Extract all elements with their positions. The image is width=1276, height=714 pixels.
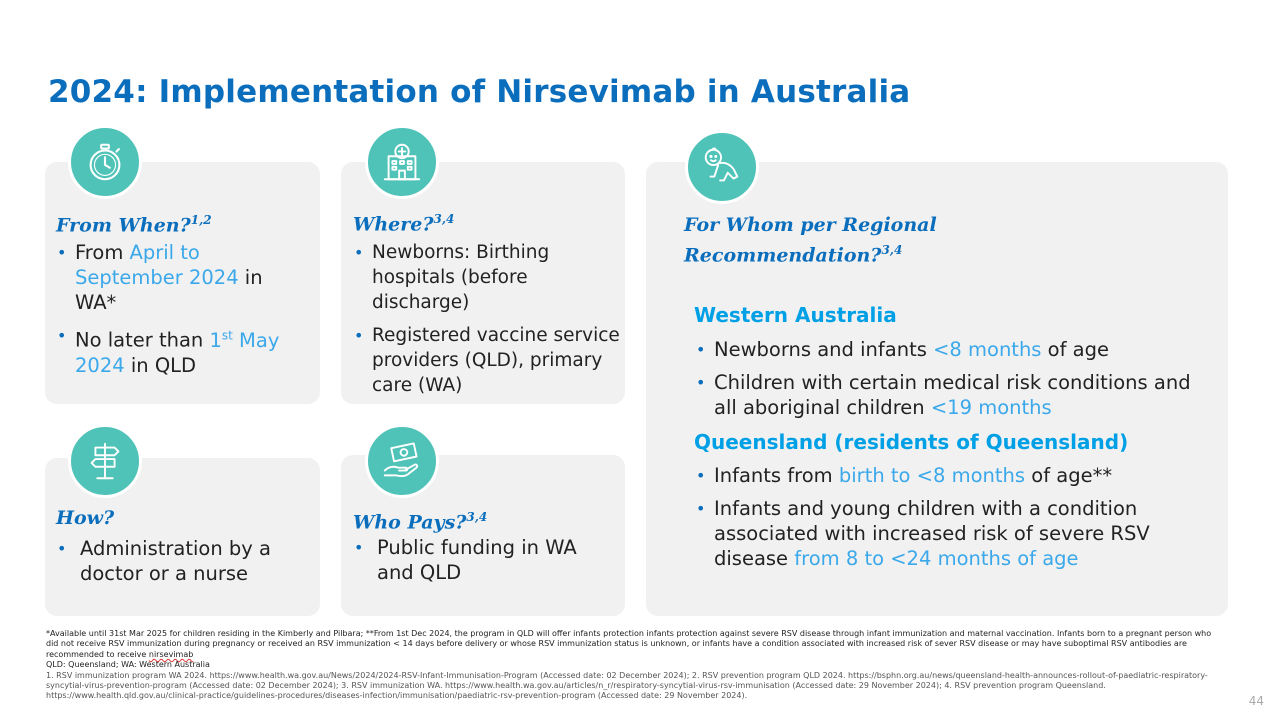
- list-item: • Children with certain medical risk conditions and all aboriginal children <19 months: [694, 370, 1214, 420]
- card-heading-who-pays: Who Pays?$^{3,4}$: [353, 510, 488, 534]
- list-item: • No later than 1st May 2024 in QLD: [55, 323, 310, 378]
- pays-bullets: [352, 535, 612, 593]
- card-heading-when: From When?$^{1,2}$: [56, 213, 212, 237]
- when-bullets: [55, 240, 310, 386]
- footnote-abbrev: QLD: Queensland; WA: Western Australia: [46, 660, 210, 670]
- hospital-icon: [365, 125, 439, 199]
- baby-crawling-icon: [685, 130, 759, 204]
- page-title: 2024: Implementation of Nirsevimab in Australia: [48, 74, 911, 110]
- list-item: • Registered vaccine service providers (QLD), primary care (WA): [352, 323, 620, 398]
- list-item: • Public funding in WA and QLD: [352, 535, 612, 585]
- list-item: • Administration by a doctor or a nurse: [55, 536, 310, 586]
- card-heading-where: Where?$^{3,4}$: [353, 212, 455, 236]
- region-title-qld: Queensland (residents of Queensland): [694, 430, 1129, 454]
- card-heading-for-whom: For Whom per Regional Recommendation?$^{3,4}$: [684, 214, 937, 267]
- list-item: • From April to September 2024 in WA*: [55, 240, 310, 315]
- signpost-icon: [68, 424, 142, 498]
- money-hand-icon: [365, 424, 439, 498]
- stopwatch-icon: [68, 125, 142, 199]
- wa-bullets: [694, 337, 1214, 428]
- footnote-main: *Available until 31st Mar 2025 for children residing in the Kimberly and Pilbara; **From 1st Dec 2024, the program in QLD will offer infants protection infants protection against severe RSV disease through infant immunization and maternal vaccination. Infants born to a pregnant person who did not receive RSV immunization during pregnancy or received an RSV immunization < 14 days before delivery or whose RSV immunization status is unknown, or infants have a condition associated with increased risk of sever RSV disease or may have suboptimal RSV antibodies are recommended to receive nirsevimab: [46, 629, 1212, 659]
- footnotes: [46, 629, 1226, 702]
- list-item: • Infants and young children with a condition associated with increased risk of severe RSV disease from 8 to <24 months of age: [694, 496, 1214, 571]
- qld-bullets: [694, 463, 1214, 579]
- list-item: • Infants from birth to <8 months of age**: [694, 463, 1214, 488]
- how-bullets: [55, 536, 310, 594]
- page-number: 44: [1248, 694, 1264, 708]
- region-title-wa: Western Australia: [694, 303, 897, 327]
- list-item: • Newborns: Birthing hospitals (before discharge): [352, 240, 620, 315]
- where-bullets: [352, 240, 620, 406]
- list-item: • Newborns and infants <8 months of age: [694, 337, 1214, 362]
- footnote-references: 1. RSV immunization program WA 2024. https://www.health.wa.gov.au/News/2024/2024-RSV-Infant-Immunisation-Program (Accessed date: 02 December 2024); 2. RSV prevention program QLD 2024. https://bsphn.org.au/news/queensland-health-announces-rollout-of-paediatric-respiratory-syncytial-virus-prevention-program (Accessed date: 02 December 2024); 3. RSV immunization WA. https://www.health.wa.gov.au/articles/n_r/respiratory-syncytial-virus-rsv-immunisation (Accessed date: 29 November 2024); 4. RSV prevention program Queensland. https://www.health.qld.gov.au/clinical-practice/guidelines-procedures/diseases-infection/immunisation/paediatric-rsv-prevention-program (Accessed date: 29 November 2024).: [46, 670, 1208, 701]
- card-heading-how: How?: [56, 507, 115, 529]
